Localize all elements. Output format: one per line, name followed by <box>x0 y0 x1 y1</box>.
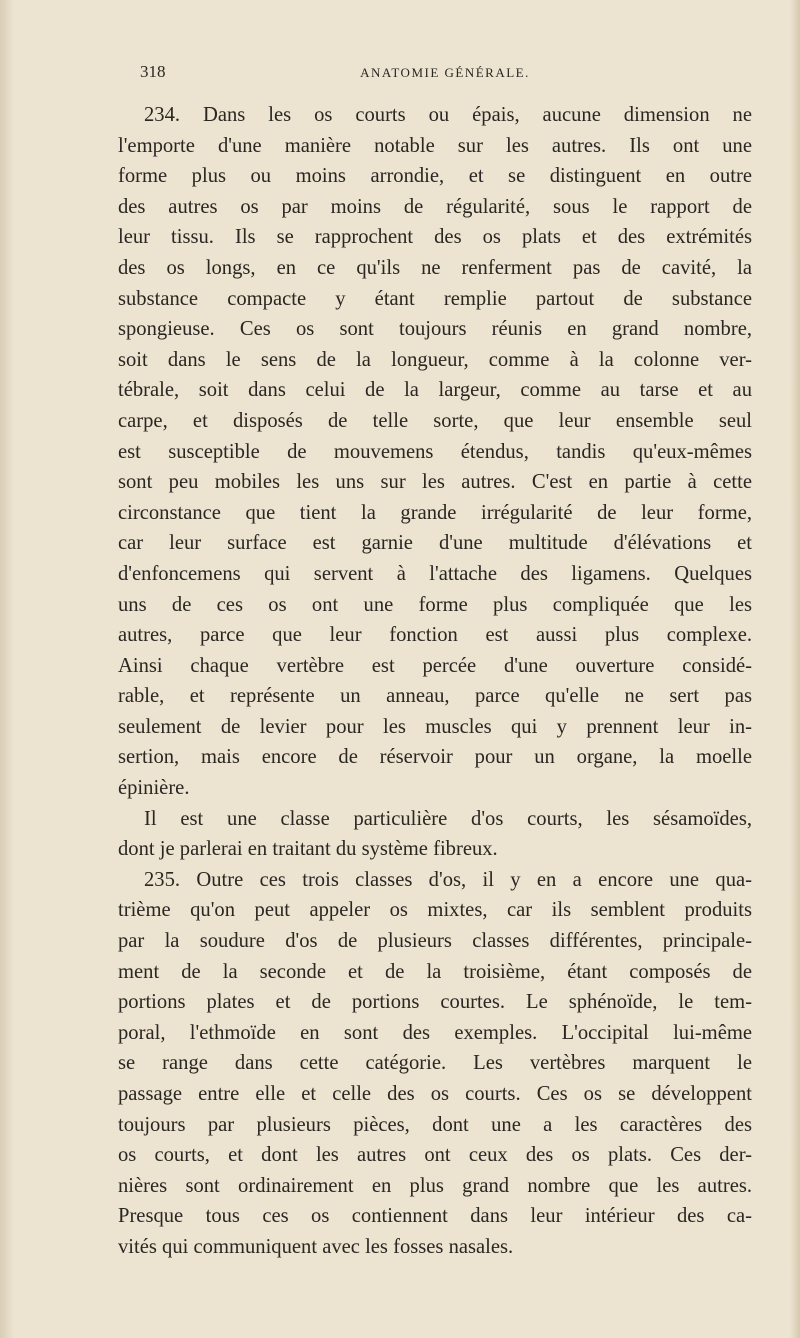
text-line: est susceptible de mouvemens étendus, tandis qu'eux-mêmes <box>118 440 752 463</box>
text-line: Il est une classe particulière d'os courts, les sésamoïdes, <box>144 807 752 830</box>
text-line: des os longs, en ce qu'ils ne renferment pas de cavité, la <box>118 256 752 279</box>
page-header <box>140 62 750 86</box>
text-line: portions plates et de portions courtes. Le sphénoïde, le tem- <box>118 991 752 1014</box>
text-line: os courts, et dont les autres ont ceux des os plats. Ces der- <box>118 1144 752 1167</box>
text-line: 234. Dans les os courts ou épais, aucune dimension ne <box>144 104 752 126</box>
text-line: spongieuse. Ces os sont toujours réunis en grand nombre, <box>118 318 752 341</box>
text-line: leur tissu. Ils se rapprochent des os plats et des extrémités <box>118 226 752 249</box>
text-line: sertion, mais encore de réservoir pour un organe, la moelle <box>118 746 752 769</box>
text-line: poral, l'ethmoïde en sont des exemples. L'occipital lui-même <box>118 1021 752 1044</box>
text-line: dont je parlerai en traitant du système fibreux. <box>118 838 498 861</box>
text-line: forme plus ou moins arrondie, et se distinguent en outre <box>118 165 752 188</box>
text-line: circonstance que tient la grande irrégularité de leur forme, <box>118 501 752 524</box>
text-line: uns de ces os ont une forme plus compliquée que les <box>118 593 752 616</box>
text-line: car leur surface est garnie d'une multitude d'élévations et <box>118 532 752 555</box>
text-line: Presque tous ces os contiennent dans leur intérieur des ca- <box>118 1205 752 1228</box>
text-line: vités qui communiquent avec les fosses nasales. <box>118 1235 514 1258</box>
body-text <box>118 100 752 1263</box>
text-line: sont peu mobiles les uns sur les autres. C'est en partie à cette <box>118 471 752 494</box>
text-line: d'enfoncemens qui servent à l'attache des ligamens. Quelques <box>118 562 752 585</box>
text-line: se range dans cette catégorie. Les vertèbres marquent le <box>118 1052 752 1075</box>
running-head: ANATOMIE GÉNÉRALE. <box>360 65 530 80</box>
text-line: carpe, et disposés de telle sorte, que leur ensemble seul <box>118 409 752 432</box>
text-line: rable, et représente un anneau, parce qu'elle ne sert pas <box>118 685 752 708</box>
page-number: 318 <box>140 62 166 81</box>
text-line: tébrale, soit dans celui de la largeur, comme au tarse et au <box>118 379 752 402</box>
text-line: ment de la seconde et de la troisième, étant composés de <box>118 960 752 983</box>
text-line: l'emporte d'une manière notable sur les autres. Ils ont une <box>118 134 752 157</box>
text-line: des autres os par moins de régularité, sous le rapport de <box>118 195 752 218</box>
text-line: Ainsi chaque vertèbre est percée d'une ouverture considé- <box>118 654 752 677</box>
text-line: 235. Outre ces trois classes d'os, il y en a encore une qua- <box>144 868 752 891</box>
text-line: seulement de levier pour les muscles qui y prennent leur in- <box>118 715 752 738</box>
text-line: épinière. <box>118 777 190 800</box>
text-line: toujours par plusieurs pièces, dont une a les caractères des <box>118 1113 752 1136</box>
text-line: trième qu'on peut appeler os mixtes, car ils semblent produits <box>118 899 752 922</box>
text-line: nières sont ordinairement en plus grand nombre que les autres. <box>118 1174 752 1197</box>
text-line: soit dans le sens de la longueur, comme à la colonne ver- <box>118 348 752 371</box>
text-line: par la soudure d'os de plusieurs classes différentes, principale- <box>118 930 752 953</box>
text-line: substance compacte y étant remplie partout de substance <box>118 287 752 310</box>
text-line: passage entre elle et celle des os courts. Ces os se développent <box>118 1083 752 1105</box>
text-line: autres, parce que leur fonction est aussi plus complexe. <box>118 624 752 647</box>
